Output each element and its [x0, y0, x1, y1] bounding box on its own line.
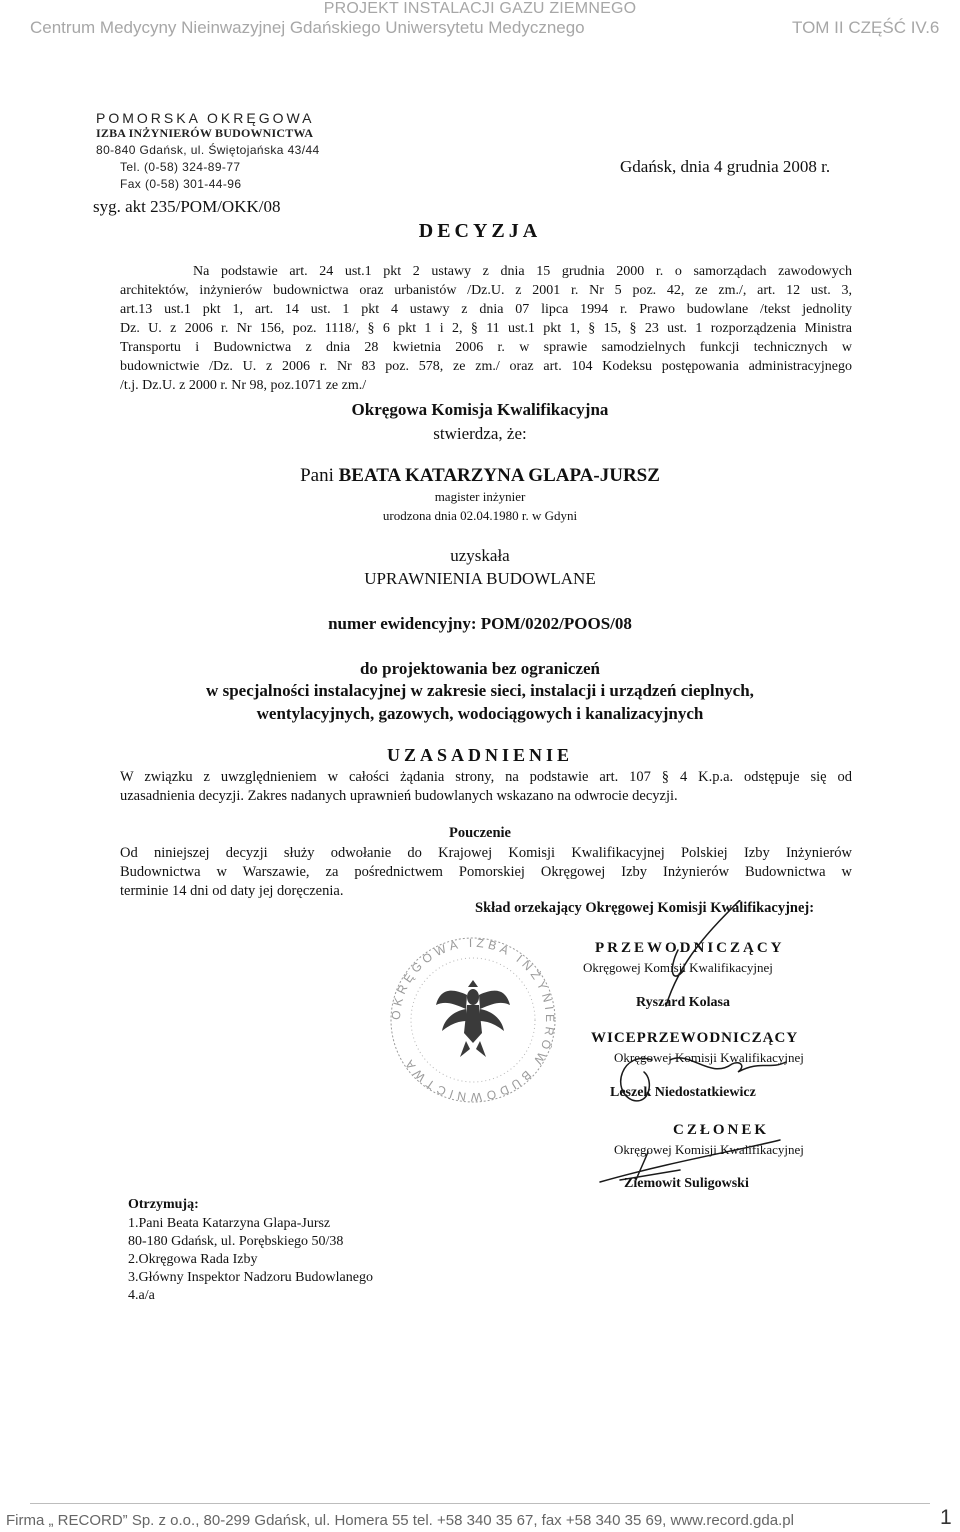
document-date: Gdańsk, dnia 4 grudnia 2008 r.	[620, 157, 831, 176]
recipient-item: 1.Pani Beata Katarzyna Glapa-Jursz	[128, 1216, 331, 1231]
legal-basis-line: art.13 ust.1 pkt 1, art. 14 ust. 1 pkt 4 ustawy z dnia 07 lipca 1994 r. Prawo budowlane /tekst jednolity	[120, 302, 852, 317]
signature-2	[621, 1058, 786, 1101]
eagle-icon	[436, 980, 510, 1057]
panel-title: Skład orzekający Okręgowej Komisji Kwalifikacyjnej:	[475, 900, 815, 916]
official-seal	[370, 935, 576, 1105]
justification-line: W związku z uwzględnieniem w całości żądania strony, na podstawie art. 107 § 4 K.p.a. odstępuje się od	[120, 769, 852, 785]
signatory-2-role: WICEPRZEWODNICZĄCY	[591, 1030, 799, 1046]
signature-3	[600, 1140, 780, 1182]
signature-1	[666, 900, 742, 1006]
legal-basis	[120, 262, 852, 395]
stamp-line-4: Tel. (0-58) 324-89-77	[120, 160, 241, 174]
stamp-line-3: 80-840 Gdańsk, ul. Świętojańska 43/44	[96, 143, 320, 157]
recipient-item: 3.Główny Inspektor Nadzoru Budowlanego	[128, 1270, 373, 1285]
header-volume: TOM II CZĘŚĆ IV.6	[792, 18, 940, 37]
footer-company: Firma „ RECORD” Sp. z o.o., 80-299 Gdańsk, ul. Homera 55 tel. +58 340 35 67, fax +58 340 35 69, www.record.gda.pl	[6, 1512, 794, 1529]
person-degree: magister inżynier	[434, 489, 526, 504]
stamp-line-2: IZBA INŻYNIERÓW BUDOWNICTWA	[96, 126, 314, 140]
justification-line: uzasadnienia decyzji. Zakres nadanych uprawnień budowlanych wskazano na odwrocie decyzji.	[120, 788, 678, 804]
person-birth: urodzona dnia 02.04.1980 r. w Gdyni	[382, 508, 578, 523]
rights-type: UPRAWNIENIA BUDOWLANE	[364, 569, 596, 588]
instruction-line: Budownictwa w Warszawie, za pośrednictwem Pomorskiej Okręgowej Izby Inżynierów Budownictwa w	[120, 864, 852, 880]
scope-line-1: do projektowania bez ograniczeń	[359, 659, 601, 678]
legal-basis-line: budownictwie /Dz. U. z 2006 r. Nr 83 poz. 578, ze zm./ oraz art. 104 Kodeksu postępowania administracyjnego	[120, 359, 852, 374]
signatory-3-name: Ziemowit Suligowski	[624, 1176, 749, 1191]
signatory-1-body: Okręgowej Komisji Kwalifikacyjnej	[583, 960, 773, 975]
person-name: BEATA KATARZYNA GLAPA-JURSZ	[338, 465, 660, 486]
footer-divider	[30, 1503, 930, 1504]
stamp-line-5: Fax (0-58) 301-44-96	[120, 177, 242, 191]
recipient-item: 4.a/a	[128, 1288, 155, 1303]
commission-states: stwierdza, że:	[433, 424, 527, 443]
signatory-2-body: Okręgowej Komisji Kwalifikacyjnej	[614, 1050, 804, 1065]
case-reference: syg. akt 235/POM/OKK/08	[93, 197, 281, 216]
scope-line-2: w specjalności instalacyjnej w zakresie sieci, instalacji i urządzeń cieplnych,	[206, 681, 754, 700]
legal-basis-line: Transportu i Budownictwa z dnia 28 kwietnia 2006 r. w sprawie samodzielnych funkcji technicznych w	[120, 340, 852, 355]
signatory-2-name: Leszek Niedostatkiewicz	[610, 1085, 756, 1100]
instruction-line: terminie 14 dni od daty jej doręczenia.	[120, 883, 344, 899]
recipient-item: 2.Okręgowa Rada Izby	[128, 1252, 258, 1267]
obtained-label: uzyskała	[450, 546, 510, 565]
registry-number: numer ewidencyjny: POM/0202/POOS/08	[328, 614, 632, 633]
legal-basis-line: Dz. U. z 2006 r. Nr 156, poz. 1118/, § 6 pkt 1 i 2, § 11 ust.1 pkt 1, § 15, § 23 ust. 1 rozporządzenia Ministra	[120, 321, 852, 336]
person-line	[0, 465, 960, 487]
scope-line-3: wentylacyjnych, gazowych, wodociągowych i kanalizacyjnych	[256, 704, 704, 723]
stamp-line-1: POMORSKA OKRĘGOWA	[96, 110, 315, 126]
header-institution: Centrum Medycyny Nieinwazyjnej Gdańskiego Uniwersytetu Medycznego	[30, 18, 585, 37]
handwritten-signatures	[560, 900, 880, 1200]
commission-name: Okręgowa Komisja Kwalifikacyjna	[351, 400, 609, 419]
recipients-list	[128, 1215, 373, 1305]
legal-basis-line: Na podstawie art. 24 ust.1 pkt 2 ustawy z dnia 15 grudnia 2000 r. o samorządach zawodowych	[193, 264, 852, 279]
page-number: 1	[940, 1506, 952, 1529]
justification-text	[120, 768, 852, 806]
recipients-title: Otrzymują:	[128, 1197, 199, 1212]
justification-title: UZASADNIENIE	[386, 745, 574, 765]
legal-basis-line: architektów, inżynierów budownictwa oraz urbanistów /Dz.U. z 2001 r. Nr 5 poz. 42, ze zm./, art. 12 ust. 3,	[120, 283, 852, 298]
legal-basis-line: /t.j. Dz.U. z 2000 r. Nr 98, poz.1071 ze zm./	[120, 378, 367, 393]
document-title: DECYZJA	[418, 220, 542, 242]
instruction-title: Pouczenie	[448, 825, 511, 841]
instruction-line: Od niniejszej decyzji służy odwołanie do Krajowej Komisji Kwalifikacyjnej Polskiej Izby Inżynierów	[120, 845, 852, 861]
header-title: PROJEKT INSTALACJI GAZU ZIEMNEGO	[323, 0, 637, 17]
instruction-text	[120, 844, 852, 901]
person-prefix: Pani	[300, 465, 334, 486]
signatory-1-role: PRZEWODNICZĄCY	[595, 940, 785, 956]
seal-text: OKRĘGOWA IZBA INŻYNIERÓW BUDOWNICTWA	[388, 935, 558, 1105]
recipient-item: 80-180 Gdańsk, ul. Porębskiego 50/38	[128, 1234, 344, 1249]
signatory-1-name: Ryszard Kolasa	[636, 995, 731, 1010]
signatory-3-body: Okręgowej Komisji Kwalifikacyjnej	[614, 1142, 804, 1157]
signatory-3-role: CZŁONEK	[673, 1122, 770, 1138]
